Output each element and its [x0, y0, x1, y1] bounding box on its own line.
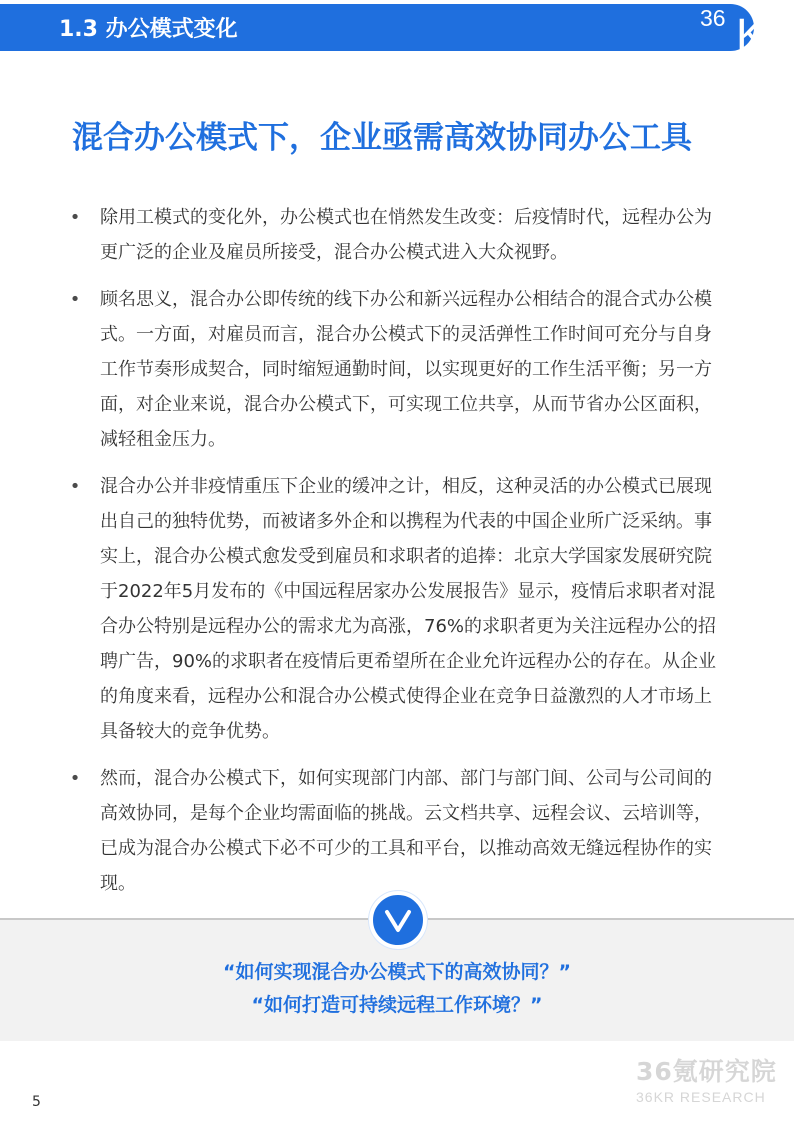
bullet-icon: •: [69, 768, 81, 789]
bullet-text: 顾名思义，混合办公即传统的线下办公和新兴远程办公相结合的混合式办公模式。一方面，对雇员而言，混合办公模式下的灵活弹性工作时间可充分与自身工作节奏形成契合，同时缩短通勤时间，以实现更好的工作生活平衡；另一方面，对企业来说，混合办公模式下，可实现工位共享，从而节省办公区面积，减轻租金压力。: [100, 289, 712, 450]
bullet-item: [67, 282, 727, 457]
section-label: 1.3 办公模式变化: [59, 17, 238, 42]
bullet-icon: •: [69, 289, 81, 310]
body-content: [67, 200, 727, 913]
chevron-down-icon: [369, 891, 427, 949]
logo-36: 36: [700, 5, 726, 31]
watermark-english: 36KR RESEARCH: [636, 1089, 766, 1105]
watermark-chinese: 36氪研究院: [636, 1057, 777, 1086]
top-banner: [0, 0, 794, 60]
logo-kr: Kr: [736, 9, 781, 60]
page-number: 5: [32, 1094, 41, 1110]
bullet-text: 然而，混合办公模式下，如何实现部门内部、部门与部门间、公司与公司间的高效协同，是每个企业均需面临的挑战。云文档共享、远程会议、云培训等，已成为混合办公模式下必不可少的工具和平台，以推动高效无缝远程协作的实现。: [100, 768, 712, 894]
bullet-text: 除用工模式的变化外，办公模式也在悄然发生改变：后疫情时代，远程办公为更广泛的企业及雇员所接受，混合办公模式进入大众视野。: [100, 207, 712, 263]
question-1: “如何实现混合办公模式下的高效协同？”: [223, 961, 571, 983]
section-header-tab: [0, 4, 754, 51]
bullet-item: [67, 469, 727, 749]
bullet-text: 混合办公并非疫情重压下企业的缓冲之计，相反，这种灵活的办公模式已展现出自己的独特优势，而被诸多外企和以携程为代表的中国企业所广泛采纳。事实上，混合办公模式愈发受到雇员和求职者的追捧：北京大学国家发展研究院于2022年5月发布的《中国远程居家办公发展报告》显示，疫情后求职者对混合办公特别是远程办公的需求尤为高涨，76%的求职者更为关注远程办公的招聘广告，90%的求职者在疫情后更希望所在企业允许远程办公的存在。从企业的角度来看，远程办公和混合办公模式使得企业在竞争日益激烈的人才市场上具备较大的竞争优势。: [100, 476, 717, 742]
bullet-icon: •: [69, 207, 81, 228]
bullet-item: [67, 761, 727, 901]
bullet-icon: •: [69, 476, 81, 497]
page-headline: 混合办公模式下，企业亟需高效协同办公工具: [72, 120, 692, 156]
36kr-logo: [700, 0, 794, 60]
36kr-research-watermark: [636, 1058, 776, 1108]
bullet-item: [67, 200, 727, 270]
question-2: “如何打造可持续远程工作环境？”: [251, 994, 543, 1016]
